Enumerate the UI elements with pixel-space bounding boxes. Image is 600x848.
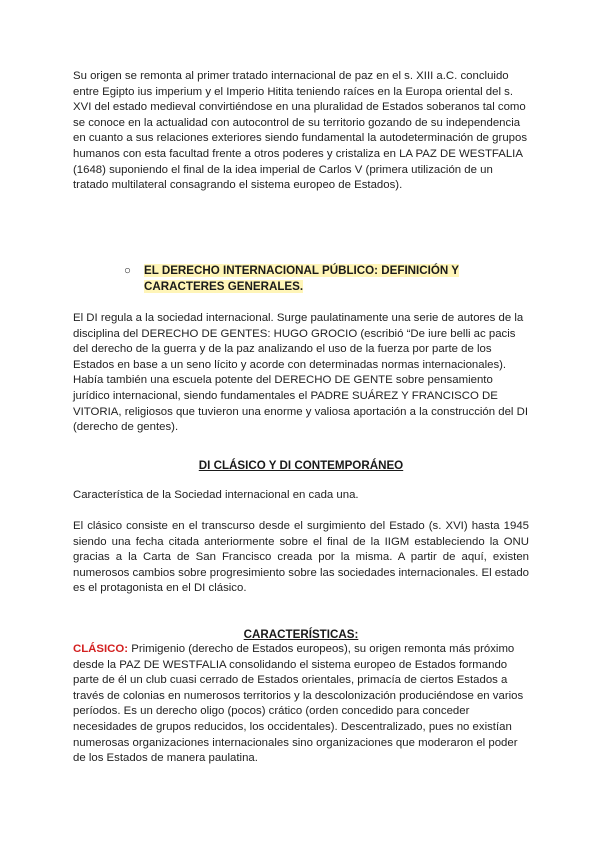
hollow-circle-bullet-icon: ○ — [124, 264, 132, 277]
classic-characteristics-text: Primigenio (derecho de Estados europeos), su origen remonta más próximo desde la PAZ DE WESTFALIA consolidando el sistema europeo de Estados formando parte de él un club cuasi cerrado de Estados orientales, primacía de ciertos Estados a través de colonias en numerosos territorios y la descolonización produciéndose en varios períodos. Es un derecho oligo (pocos) crático (orden concedido para conceder necesidades de grupos reducidos, los occidentales). Descentralizado, pues no existían numerosas organizaciones internacionales sino organizaciones que moderaron el poder de los Estados de manera paulatina. — [73, 643, 524, 765]
characteristic-intro-paragraph: Característica de la Sociedad internacional en cada una. — [73, 489, 359, 501]
highlighted-heading-text: EL DERECHO INTERNACIONAL PÚBLICO: DEFINICIÓN Y CARACTERES GENERALES. — [144, 264, 459, 293]
section-heading-text — [144, 263, 504, 295]
classic-characteristics-paragraph — [73, 642, 529, 767]
section-heading-classic-contemporary: DI CLÁSICO Y DI CONTEMPORÁNEO — [198, 459, 404, 472]
classic-label: CLÁSICO: — [73, 643, 129, 655]
classic-period-paragraph: El clásico consiste en el transcurso desde el surgimiento del Estado (s. XVI) hasta 1945 siendo una fecha citada anteriormente sobre el final de la IIGM estableciendo la ONU gracias a la Carta de San Francisco creada por la misma. A partir de aquí, existen numerosos cambios sobre progresimiento sobre las sociedades internacionales. El estado es el protagonista en el DI clásico. — [73, 520, 529, 595]
section-heading-dip-definition — [124, 263, 504, 295]
di-regulation-paragraph: El DI regula a la sociedad internacional. Surge paulatinamente una serie de autores de la disciplina del DERECHO DE GENTES: HUGO GROCIO (escribió “De iure belli ac pacis del derecho de la guerra y de la paz analizando el uso de la fuerza por parte de los Estados en base a un seno lícito y acorde con determinadas normas internacionales). Había también una escuela potente del DERECHO DE GENTE sobre pensamiento jurídico internacional, siendo fundamentales el PADRE SUÁREZ Y FRANCISCO DE VITORIA, religiosos que tuvieron una enorme y valiosa aportación a la construcción del DI (derecho de gentes). — [73, 312, 529, 434]
origin-paragraph: Su origen se remonta al primer tratado internacional de paz en el s. XIII a.C. concluido entre Egipto ius imperium y el Imperio Hitita teniendo raíces en la Europa oriental del s. XVI del estado medieval convirtiéndose en una pluralidad de Estados soberanos tal como se conoce en la actualidad con autocontrol de su territorio gozando de su independencia en cuanto a sus relaciones exteriores siendo fundamental la autodeterminación de grupos humanos con esta facultad frente a otros poderes y cristaliza en LA PAZ DE WESTFALIA (1648) suponiendo el final de la idea imperial de Carlos V (primera utilización de un tratado multilateral consagrando el sistema europeo de Estados). — [73, 70, 528, 192]
section-heading-characteristics: CARACTERÍSTICAS: — [243, 628, 359, 641]
